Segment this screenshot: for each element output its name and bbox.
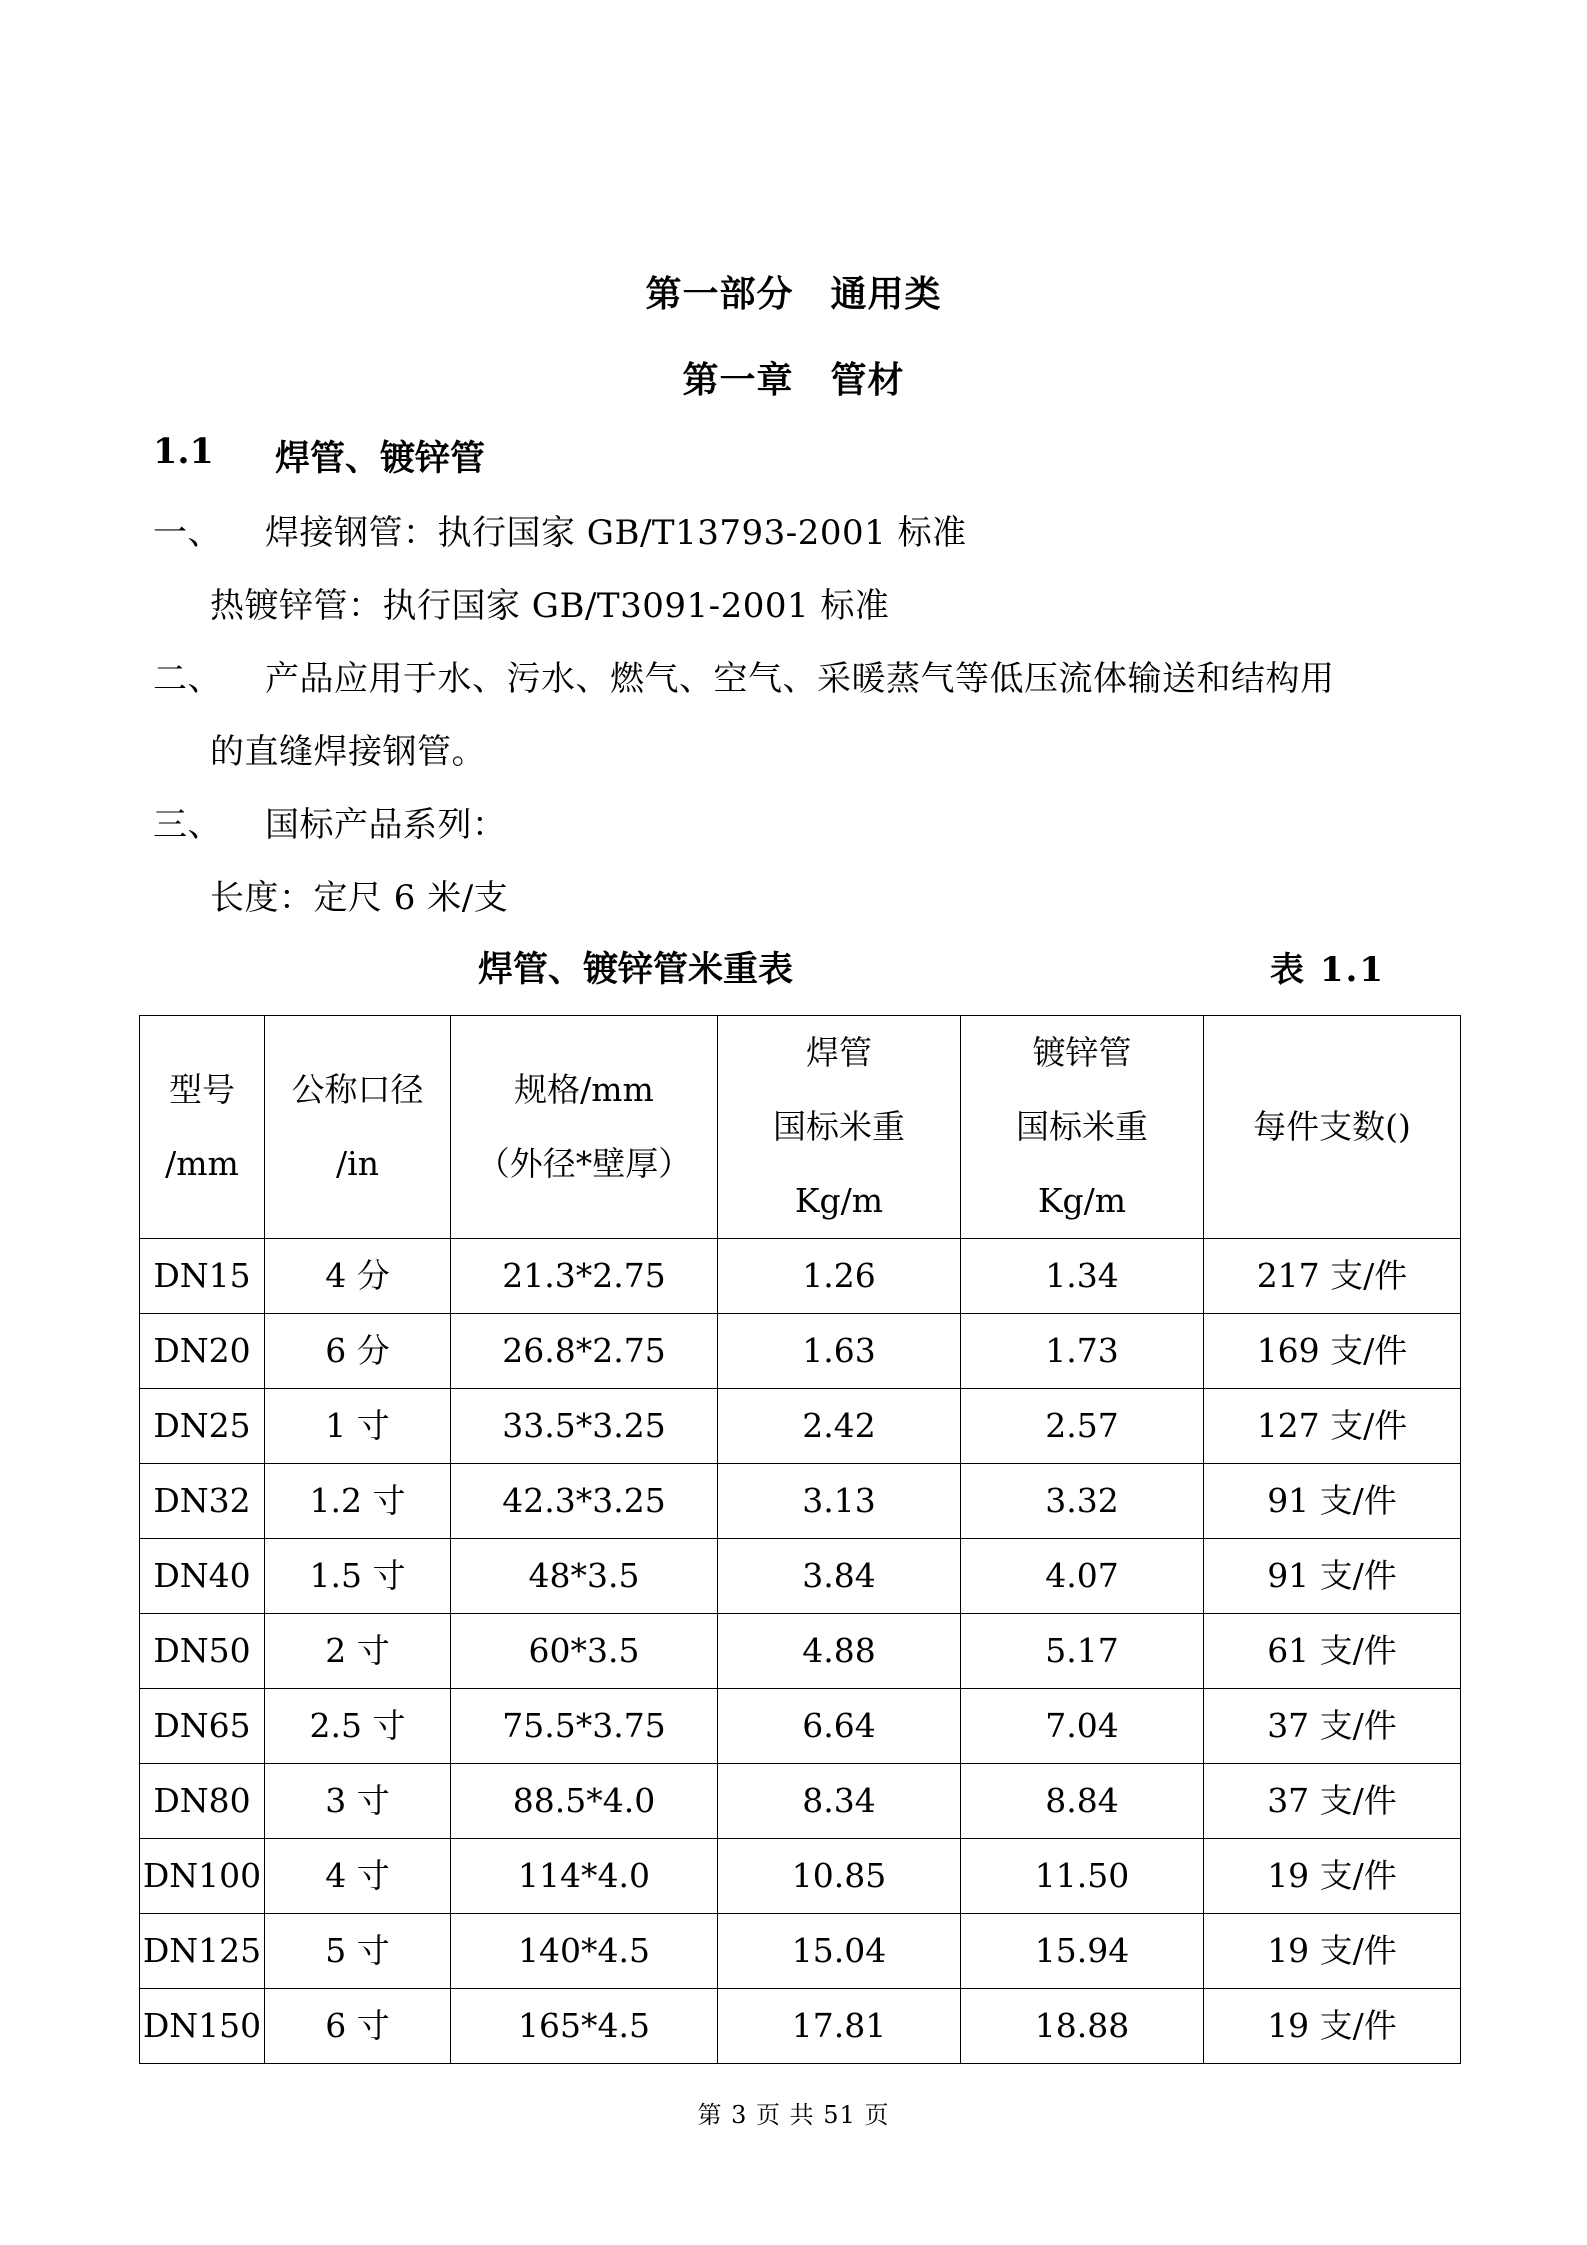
cell-spec: 165*4.5 [451, 1989, 718, 2064]
cell-galvanized: 3.32 [961, 1464, 1204, 1539]
cell-model: DN20 [140, 1314, 265, 1389]
cell-welded: 2.42 [718, 1389, 961, 1464]
cell-model: DN50 [140, 1614, 265, 1689]
paragraph-application-cont: 的直缝焊接钢管。 [210, 732, 486, 772]
cell-spec: 21.3*2.75 [451, 1239, 718, 1314]
part-title: 第一部分 通用类 [645, 273, 942, 315]
cell-galvanized: 18.88 [961, 1989, 1204, 2064]
cell-nominal: 5 寸 [265, 1914, 451, 1989]
list-marker-2: 二、 [153, 659, 222, 699]
cell-pieces: 61 支/件 [1204, 1614, 1461, 1689]
cell-welded: 15.04 [718, 1914, 961, 1989]
list-marker-3: 三、 [153, 805, 222, 845]
cell-model: DN15 [140, 1239, 265, 1314]
cell-welded: 17.81 [718, 1989, 961, 2064]
cell-welded: 6.64 [718, 1689, 961, 1764]
table-row [140, 1389, 1461, 1464]
table-body [140, 1239, 1461, 2064]
cell-model: DN65 [140, 1689, 265, 1764]
header-nominal-diameter: 公称口径 /in [265, 1016, 451, 1239]
cell-pieces: 91 支/件 [1204, 1539, 1461, 1614]
section-title: 焊管、镀锌管 [275, 438, 486, 479]
cell-spec: 140*4.5 [451, 1914, 718, 1989]
cell-spec: 42.3*3.25 [451, 1464, 718, 1539]
cell-nominal: 4 寸 [265, 1839, 451, 1914]
cell-pieces: 169 支/件 [1204, 1314, 1461, 1389]
cell-pieces: 37 支/件 [1204, 1764, 1461, 1839]
cell-nominal: 1.5 寸 [265, 1539, 451, 1614]
table-row [140, 1539, 1461, 1614]
header-model: 型号 /mm [140, 1016, 265, 1239]
cell-nominal: 2.5 寸 [265, 1689, 451, 1764]
cell-pieces: 19 支/件 [1204, 1839, 1461, 1914]
table-title: 焊管、镀锌管米重表 [478, 949, 794, 990]
table-number: 表 1.1 [1270, 950, 1385, 990]
cell-welded: 1.26 [718, 1239, 961, 1314]
cell-nominal: 6 分 [265, 1314, 451, 1389]
cell-welded: 8.34 [718, 1764, 961, 1839]
cell-galvanized: 4.07 [961, 1539, 1204, 1614]
cell-spec: 75.5*3.75 [451, 1689, 718, 1764]
cell-pieces: 37 支/件 [1204, 1689, 1461, 1764]
table-row [140, 1989, 1461, 2064]
table-header-row [140, 1016, 1461, 1239]
cell-spec: 60*3.5 [451, 1614, 718, 1689]
cell-galvanized: 8.84 [961, 1764, 1204, 1839]
cell-nominal: 1.2 寸 [265, 1464, 451, 1539]
cell-galvanized: 1.73 [961, 1314, 1204, 1389]
pipe-weight-table [139, 1015, 1461, 2064]
cell-galvanized: 11.50 [961, 1839, 1204, 1914]
paragraph-welded-pipe-standard: 焊接钢管：执行国家 GB/T13793-2001 标准 [265, 513, 967, 553]
cell-spec: 33.5*3.25 [451, 1389, 718, 1464]
cell-galvanized: 5.17 [961, 1614, 1204, 1689]
cell-spec: 114*4.0 [451, 1839, 718, 1914]
header-galvanized-weight: 镀锌管 国标米重 Kg/m [961, 1016, 1204, 1239]
list-marker-1: 一、 [153, 513, 222, 553]
cell-nominal: 2 寸 [265, 1614, 451, 1689]
cell-welded: 4.88 [718, 1614, 961, 1689]
cell-model: DN80 [140, 1764, 265, 1839]
table-row [140, 1614, 1461, 1689]
chapter-title: 第一章 管材 [682, 359, 905, 401]
paragraph-application: 产品应用于水、污水、燃气、空气、采暖蒸气等低压流体输送和结构用 [265, 659, 1335, 699]
paragraph-length: 长度：定尺 6 米/支 [210, 878, 509, 918]
cell-model: DN100 [140, 1839, 265, 1914]
section-number: 1.1 [153, 431, 214, 472]
table-row [140, 1464, 1461, 1539]
cell-welded: 10.85 [718, 1839, 961, 1914]
page-footer: 第 3 页 共 51 页 [697, 2101, 890, 2129]
cell-galvanized: 1.34 [961, 1239, 1204, 1314]
cell-nominal: 1 寸 [265, 1389, 451, 1464]
cell-galvanized: 2.57 [961, 1389, 1204, 1464]
cell-model: DN150 [140, 1989, 265, 2064]
table-row [140, 1914, 1461, 1989]
cell-galvanized: 7.04 [961, 1689, 1204, 1764]
cell-spec: 88.5*4.0 [451, 1764, 718, 1839]
paragraph-galvanized-pipe-standard: 热镀锌管：执行国家 GB/T3091-2001 标准 [210, 586, 890, 626]
cell-nominal: 6 寸 [265, 1989, 451, 2064]
cell-welded: 3.84 [718, 1539, 961, 1614]
cell-model: DN32 [140, 1464, 265, 1539]
cell-model: DN125 [140, 1914, 265, 1989]
header-spec: 规格/mm （外径*壁厚） [451, 1016, 718, 1239]
cell-nominal: 4 分 [265, 1239, 451, 1314]
header-pieces-per-bundle: 每件支数() [1204, 1016, 1461, 1239]
cell-pieces: 19 支/件 [1204, 1989, 1461, 2064]
cell-nominal: 3 寸 [265, 1764, 451, 1839]
cell-pieces: 91 支/件 [1204, 1464, 1461, 1539]
table-row [140, 1839, 1461, 1914]
cell-model: DN25 [140, 1389, 265, 1464]
cell-model: DN40 [140, 1539, 265, 1614]
cell-pieces: 19 支/件 [1204, 1914, 1461, 1989]
table-row [140, 1314, 1461, 1389]
cell-spec: 48*3.5 [451, 1539, 718, 1614]
cell-welded: 3.13 [718, 1464, 961, 1539]
cell-spec: 26.8*2.75 [451, 1314, 718, 1389]
cell-pieces: 127 支/件 [1204, 1389, 1461, 1464]
header-welded-weight: 焊管 国标米重 Kg/m [718, 1016, 961, 1239]
cell-pieces: 217 支/件 [1204, 1239, 1461, 1314]
cell-welded: 1.63 [718, 1314, 961, 1389]
cell-galvanized: 15.94 [961, 1914, 1204, 1989]
table-row [140, 1239, 1461, 1314]
paragraph-product-series: 国标产品系列： [265, 805, 507, 845]
table-row [140, 1689, 1461, 1764]
table-row [140, 1764, 1461, 1839]
